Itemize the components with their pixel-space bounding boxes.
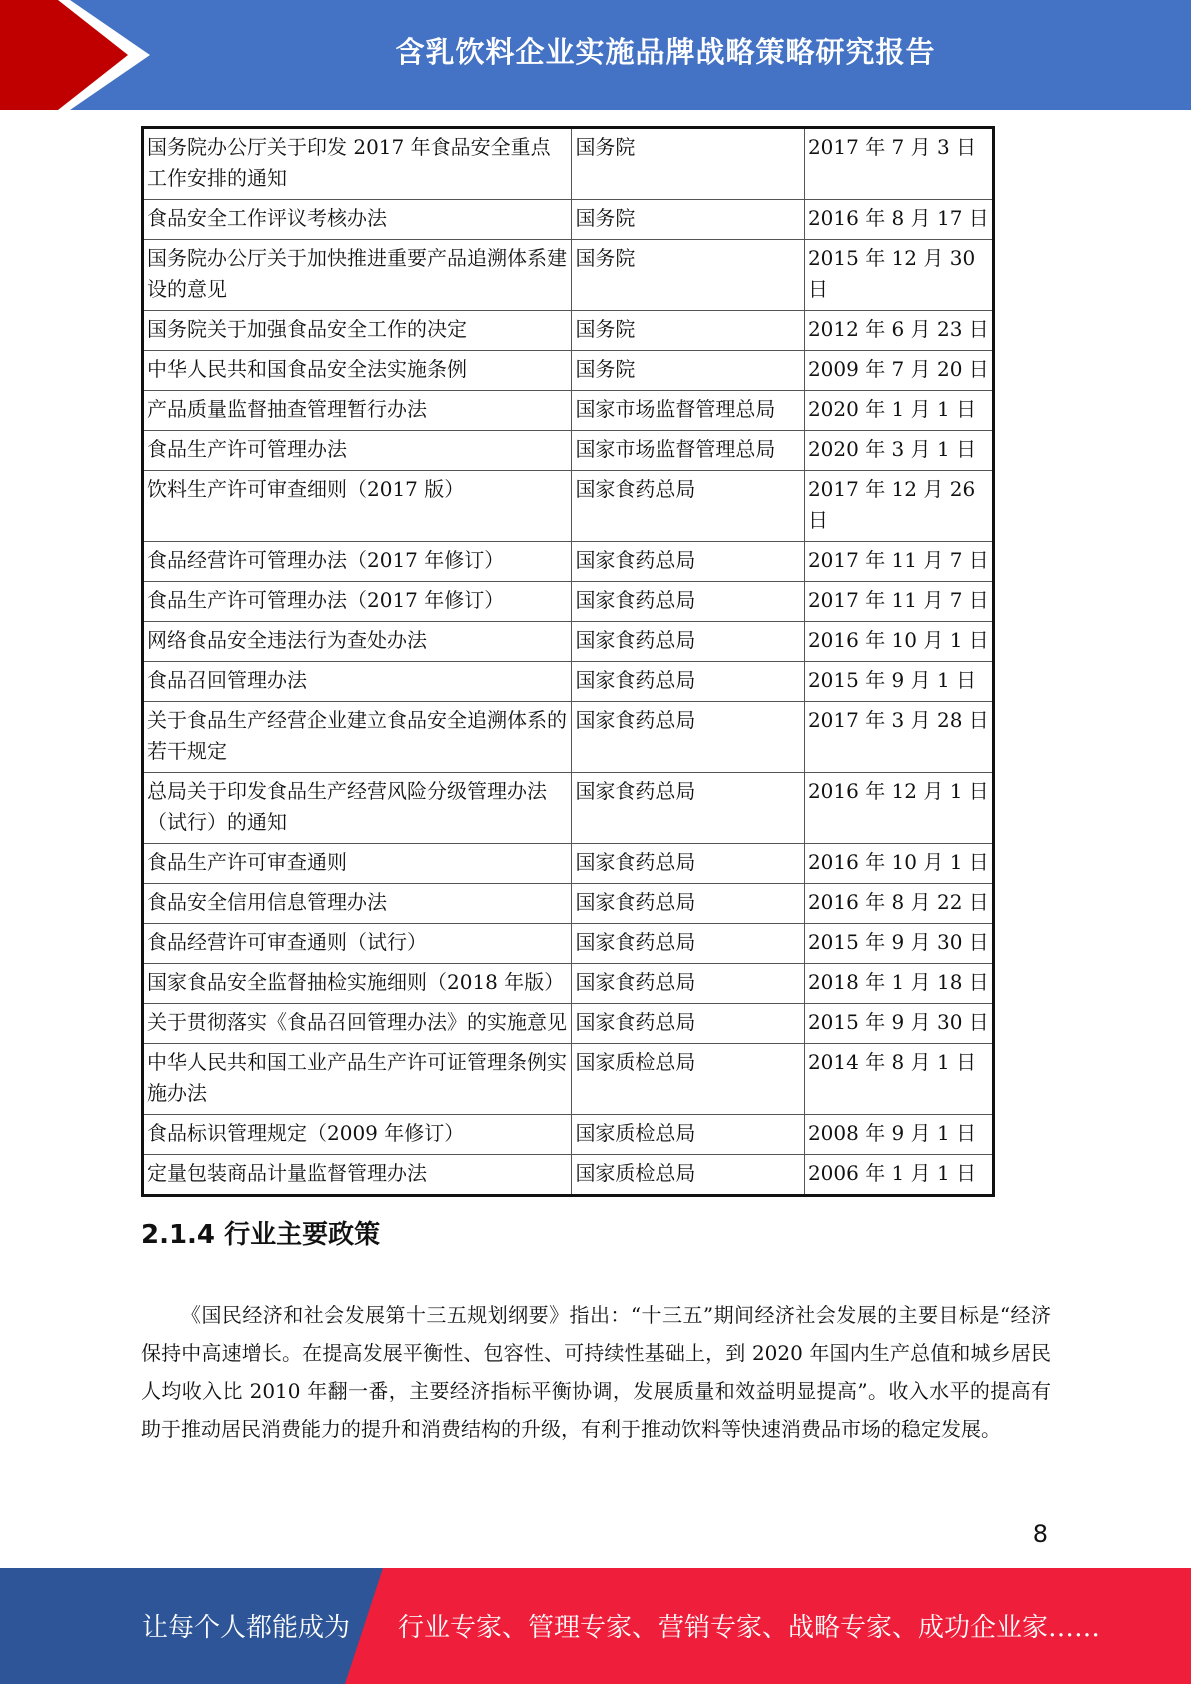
footer-slogan-left: 让每个人都能成为: [142, 1613, 351, 1643]
issuing-authority-cell: 国家食药总局: [572, 702, 805, 773]
table-row: [143, 351, 994, 391]
table-row: [143, 1004, 994, 1044]
table-row: [143, 542, 994, 582]
page-header: [0, 0, 1191, 110]
header-arrow-decoration: [0, 0, 150, 110]
regulation-name-cell: 食品安全工作评议考核办法: [143, 200, 572, 240]
effective-date-cell: 2017 年 11 月 7 日: [804, 582, 993, 622]
issuing-authority-cell: 国家食药总局: [572, 964, 805, 1004]
regulation-name-cell: 食品生产许可管理办法: [143, 431, 572, 471]
page-footer: [0, 1568, 1191, 1684]
regulation-name-cell: 食品经营许可管理办法（2017 年修订）: [143, 542, 572, 582]
effective-date-cell: 2008 年 9 月 1 日: [804, 1115, 993, 1155]
table-row: [143, 662, 994, 702]
table-row: [143, 128, 994, 200]
effective-date-cell: 2016 年 8 月 17 日: [804, 200, 993, 240]
issuing-authority-cell: 国务院: [572, 240, 805, 311]
issuing-authority-cell: 国家食药总局: [572, 924, 805, 964]
table-row: [143, 200, 994, 240]
page-number: 8: [1032, 1520, 1048, 1548]
effective-date-cell: 2020 年 1 月 1 日: [804, 391, 993, 431]
regulations-table: [141, 126, 995, 1197]
effective-date-cell: 2017 年 11 月 7 日: [804, 542, 993, 582]
regulation-name-cell: 总局关于印发食品生产经营风险分级管理办法（试行）的通知: [143, 773, 572, 844]
issuing-authority-cell: 国家食药总局: [572, 844, 805, 884]
effective-date-cell: 2017 年 12 月 26 日: [804, 471, 993, 542]
table-row: [143, 844, 994, 884]
regulation-name-cell: 饮料生产许可审查细则（2017 版）: [143, 471, 572, 542]
effective-date-cell: 2015 年 9 月 1 日: [804, 662, 993, 702]
effective-date-cell: 2016 年 8 月 22 日: [804, 884, 993, 924]
effective-date-cell: 2014 年 8 月 1 日: [804, 1044, 993, 1115]
regulation-name-cell: 定量包装商品计量监督管理办法: [143, 1155, 572, 1196]
issuing-authority-cell: 国务院: [572, 200, 805, 240]
table-row: [143, 1115, 994, 1155]
regulation-name-cell: 国务院关于加强食品安全工作的决定: [143, 311, 572, 351]
effective-date-cell: 2017 年 7 月 3 日: [804, 128, 993, 200]
issuing-authority-cell: 国家食药总局: [572, 884, 805, 924]
table-row: [143, 471, 994, 542]
regulation-name-cell: 食品召回管理办法: [143, 662, 572, 702]
regulation-name-cell: 中华人民共和国食品安全法实施条例: [143, 351, 572, 391]
table-row: [143, 702, 994, 773]
effective-date-cell: 2006 年 1 月 1 日: [804, 1155, 993, 1196]
regulation-name-cell: 食品安全信用信息管理办法: [143, 884, 572, 924]
effective-date-cell: 2009 年 7 月 20 日: [804, 351, 993, 391]
issuing-authority-cell: 国家食药总局: [572, 1004, 805, 1044]
effective-date-cell: 2016 年 12 月 1 日: [804, 773, 993, 844]
regulation-name-cell: 产品质量监督抽查管理暂行办法: [143, 391, 572, 431]
effective-date-cell: 2012 年 6 月 23 日: [804, 311, 993, 351]
issuing-authority-cell: 国家食药总局: [572, 773, 805, 844]
table-row: [143, 1155, 994, 1196]
issuing-authority-cell: 国家市场监督管理总局: [572, 431, 805, 471]
issuing-authority-cell: 国务院: [572, 351, 805, 391]
regulation-name-cell: 关于贯彻落实《食品召回管理办法》的实施意见: [143, 1004, 572, 1044]
regulation-name-cell: 食品标识管理规定（2009 年修订）: [143, 1115, 572, 1155]
issuing-authority-cell: 国家质检总局: [572, 1115, 805, 1155]
table-row: [143, 1044, 994, 1115]
regulation-name-cell: 网络食品安全违法行为查处办法: [143, 622, 572, 662]
issuing-authority-cell: 国家食药总局: [572, 622, 805, 662]
issuing-authority-cell: 国务院: [572, 311, 805, 351]
table-row: [143, 240, 994, 311]
issuing-authority-cell: 国家食药总局: [572, 662, 805, 702]
table-row: [143, 431, 994, 471]
table-row: [143, 311, 994, 351]
effective-date-cell: 2018 年 1 月 18 日: [804, 964, 993, 1004]
effective-date-cell: 2015 年 9 月 30 日: [804, 1004, 993, 1044]
regulation-name-cell: 中华人民共和国工业产品生产许可证管理条例实施办法: [143, 1044, 572, 1115]
report-title: 含乳饮料企业实施品牌战略策略研究报告: [395, 35, 936, 69]
effective-date-cell: 2015 年 12 月 30 日: [804, 240, 993, 311]
regulation-name-cell: 食品生产许可审查通则: [143, 844, 572, 884]
table-row: [143, 964, 994, 1004]
issuing-authority-cell: 国家食药总局: [572, 471, 805, 542]
regulation-name-cell: 国务院办公厅关于印发 2017 年食品安全重点工作安排的通知: [143, 128, 572, 200]
regulation-name-cell: 食品生产许可管理办法（2017 年修订）: [143, 582, 572, 622]
issuing-authority-cell: 国务院: [572, 128, 805, 200]
table-row: [143, 622, 994, 662]
effective-date-cell: 2015 年 9 月 30 日: [804, 924, 993, 964]
table-row: [143, 391, 994, 431]
regulations-table-body: [143, 128, 994, 1196]
issuing-authority-cell: 国家质检总局: [572, 1044, 805, 1115]
issuing-authority-cell: 国家食药总局: [572, 542, 805, 582]
table-row: [143, 884, 994, 924]
effective-date-cell: 2016 年 10 月 1 日: [804, 844, 993, 884]
section-heading: 2.1.4 行业主要政策: [141, 1220, 381, 1250]
issuing-authority-cell: 国家食药总局: [572, 582, 805, 622]
issuing-authority-cell: 国家质检总局: [572, 1155, 805, 1196]
effective-date-cell: 2020 年 3 月 1 日: [804, 431, 993, 471]
footer-slogan-right: 行业专家、管理专家、营销专家、战略专家、成功企业家……: [398, 1613, 1101, 1643]
regulation-name-cell: 国家食品安全监督抽检实施细则（2018 年版）: [143, 964, 572, 1004]
table-row: [143, 582, 994, 622]
table-row: [143, 773, 994, 844]
effective-date-cell: 2016 年 10 月 1 日: [804, 622, 993, 662]
table-row: [143, 924, 994, 964]
issuing-authority-cell: 国家市场监督管理总局: [572, 391, 805, 431]
regulation-name-cell: 关于食品生产经营企业建立食品安全追溯体系的若干规定: [143, 702, 572, 773]
body-paragraph: 《国民经济和社会发展第十三五规划纲要》指出：“十三五”期间经济社会发展的主要目标是“经济保持中高速增长。在提高发展平衡性、包容性、可持续性基础上，到 2020 年国内生产总值和城乡居民人均收入比 2010 年翻一番，主要经济指标平衡协调，发展质量和效益明显提高”。收入水平的提高有助于推动居民消费能力的提升和消费结构的升级，有利于推动饮料等快速消费品市场的稳定发展。: [141, 1303, 1051, 1441]
regulation-name-cell: 食品经营许可审查通则（试行）: [143, 924, 572, 964]
effective-date-cell: 2017 年 3 月 28 日: [804, 702, 993, 773]
regulation-name-cell: 国务院办公厅关于加快推进重要产品追溯体系建设的意见: [143, 240, 572, 311]
